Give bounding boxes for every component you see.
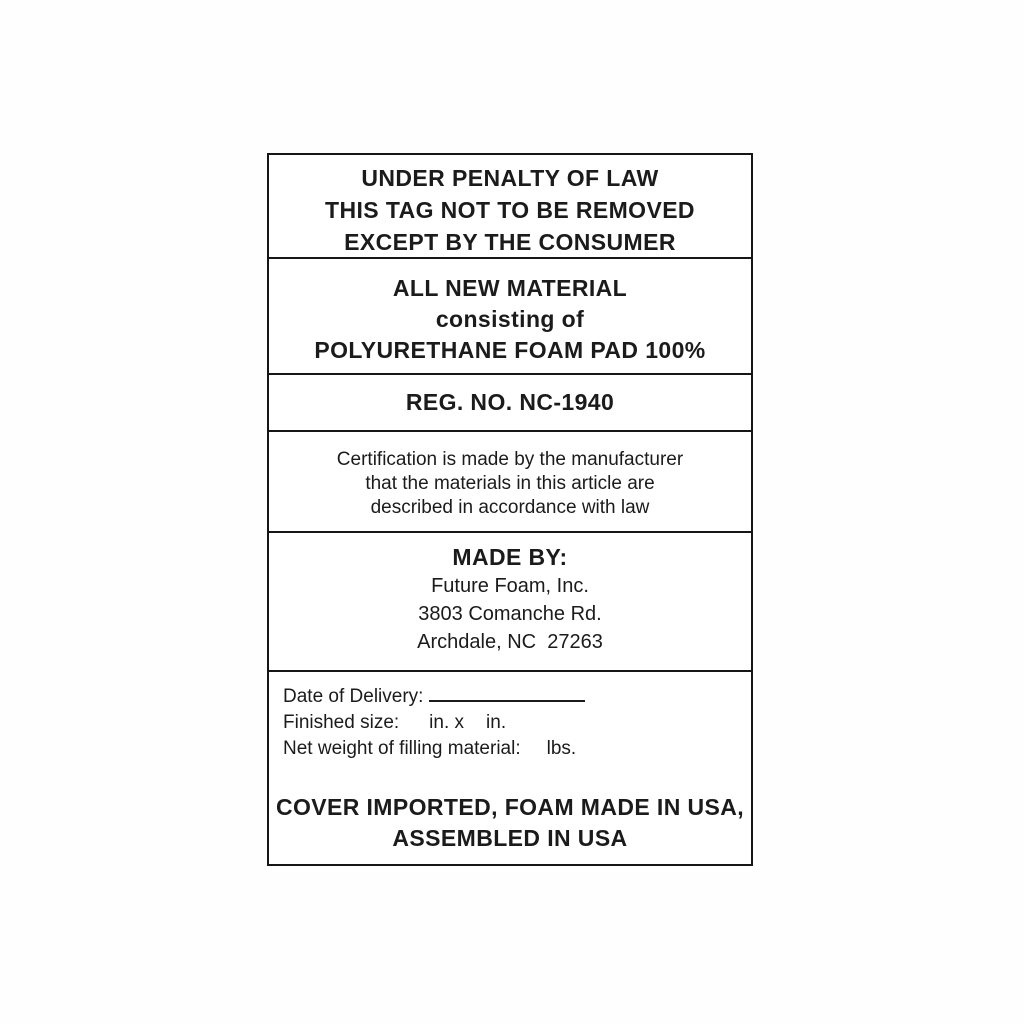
registration-section bbox=[269, 375, 751, 432]
certification-line-3: described in accordance with law bbox=[370, 497, 650, 518]
details-section bbox=[269, 672, 751, 864]
manufacturer-street: 3803 Comanche Rd. bbox=[418, 603, 602, 625]
law-tag-label bbox=[267, 153, 753, 866]
net-weight-label: Net weight of filling material: bbox=[283, 738, 521, 759]
penalty-section bbox=[269, 155, 751, 259]
manufacturer-name: Future Foam, Inc. bbox=[431, 575, 589, 597]
material-section bbox=[269, 259, 751, 375]
material-line-3: POLYURETHANE FOAM PAD 100% bbox=[314, 337, 706, 363]
date-of-delivery-label: Date of Delivery: bbox=[283, 686, 424, 707]
penalty-line-2: THIS TAG NOT TO BE REMOVED bbox=[325, 197, 695, 223]
origin-statement bbox=[269, 792, 751, 864]
penalty-line-3: EXCEPT BY THE CONSUMER bbox=[344, 229, 676, 255]
manufacturer-city-state-zip: Archdale, NC 27263 bbox=[417, 631, 603, 653]
penalty-line-1: UNDER PENALTY OF LAW bbox=[361, 165, 659, 191]
certification-line-1: Certification is made by the manufacturer bbox=[336, 449, 684, 470]
date-of-delivery-line bbox=[283, 684, 741, 710]
finished-size-line bbox=[283, 710, 741, 736]
material-line-1: ALL NEW MATERIAL bbox=[392, 275, 628, 301]
fill-in-fields bbox=[269, 672, 751, 762]
net-weight-line bbox=[283, 736, 741, 762]
made-by-heading: MADE BY: bbox=[452, 544, 568, 570]
certification-section bbox=[269, 432, 751, 533]
size-unit-inches-x: in. x bbox=[429, 712, 465, 733]
made-by-section bbox=[269, 533, 751, 672]
origin-line-2: ASSEMBLED IN USA bbox=[392, 825, 628, 851]
origin-line-1: COVER IMPORTED, FOAM MADE IN USA, bbox=[275, 794, 745, 820]
certification-line-2: that the materials in this article are bbox=[365, 473, 655, 494]
material-line-2: consisting of bbox=[435, 306, 585, 332]
registration-number: REG. NO. NC-1940 bbox=[405, 389, 615, 415]
finished-size-label: Finished size: bbox=[283, 712, 400, 733]
size-unit-inches: in. bbox=[486, 712, 507, 733]
date-fill-line bbox=[429, 686, 585, 702]
weight-unit-lbs: lbs. bbox=[546, 738, 577, 759]
